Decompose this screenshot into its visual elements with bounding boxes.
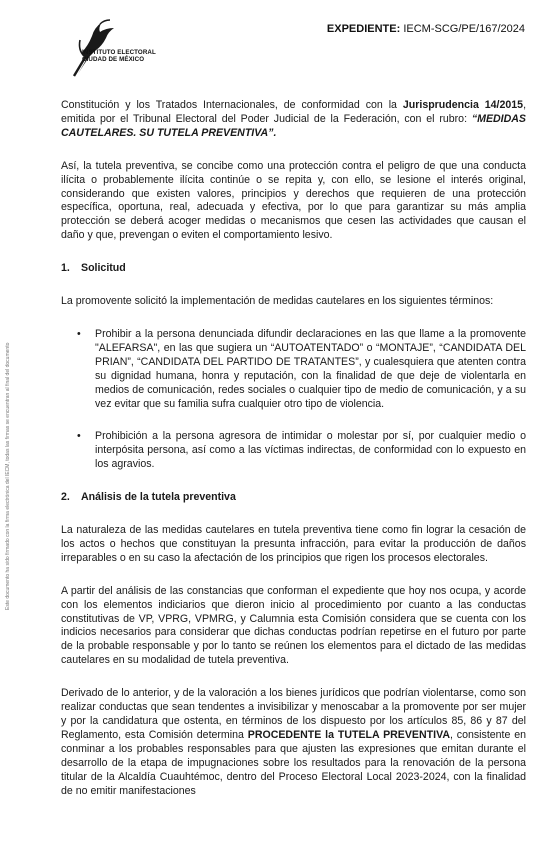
list-item [77, 430, 526, 472]
paragraph-promovente: La promovente solicitó la implementación de medidas cautelares en los siguientes términos: [61, 295, 494, 308]
bullet-glyph: • [77, 327, 81, 340]
jurisprudencia-ref: Jurisprudencia 14/2015 [402, 99, 524, 111]
procedente-tutela: PROCEDENTE la TUTELA PREVENTIVA [247, 728, 450, 741]
logo-line-2: CIUDAD DE MÉXICO [82, 56, 145, 63]
paragraph-jurisprudencia [61, 99, 526, 141]
signature-side-note [0, 280, 10, 610]
bullet-glyph: • [77, 430, 81, 443]
iecm-bird-logo-icon [64, 16, 124, 78]
section-heading-solicitud [61, 262, 526, 276]
document-body [61, 99, 526, 817]
heading-number: 1. [61, 262, 70, 275]
list-item [77, 327, 526, 411]
list-item-text: Prohibición a la persona agresora de intimidar o molestar por sí, por cualquier medio o interpósita persona, así como a las víctimas indirectas, de conformidad con lo expuesto en los agravios. [95, 430, 526, 471]
paragraph-naturaleza: La naturaleza de las medidas cautelares en tutela preventiva tiene como fin lograr la cesación de los actos o hechos que constituyan la presunta infracción, para evitar la producción de daños irreparables o en su caso la afectación de los principios que rigen los procesos electorales. [61, 524, 526, 564]
iecm-logo [56, 16, 160, 80]
rubro-title: “MEDIDAS CAUTELARES. SU TUTELA PREVENTIVA”. [61, 112, 526, 139]
side-note-text: Este documento ha sido firmado con la firma electrónica del IECM, todas las firmas se encuentran al final del documento [5, 342, 11, 610]
section-heading-analisis [61, 491, 526, 505]
text-run: Derivado de lo anterior, y de la valoración a los bienes jurídicos que podrían violentarse, como son realizar conductas que sean tendentes a invisibilizar y menoscabar a la promovente por ser mujer y por la candidatura que ostenta, en términos de los dispuesto por los artículos 85, 86 y 87 del Reglamento, esta Comisión determina [61, 687, 526, 741]
expediente-label: EXPEDIENTE: [326, 23, 401, 35]
text-run: , consistente en conminar a los probables responsables para que ajusten las expresiones que emitan durante el desarrollo de la etapa de impugnaciones sobre los resultados para la renovación de la persona titular de la Alcaldía Cuauhtémoc, dentro del Proceso Electoral Local 2023-2024, con la finalidad de no emitir manifestaciones [61, 728, 527, 797]
expediente-value: IECM-SCG/PE/167/2024 [400, 23, 525, 35]
text-run: Constitución y los Tratados Internacionales, de conformidad con la [61, 99, 403, 111]
paragraph-analisis-constancias: A partir del análisis de las constancias que conforman el expediente que hoy nos ocupa, y acorde con los elementos indiciarios que dieron inicio al procedimiento por cuanto a las conductas constitutivas de VP, VPRG, VPMRG, y Calumnia esta Comisión considera que se cuenta con los indicios necesarios para considerar que dichas conductas podrían repetirse en el futuro por parte de la probable responsable y por lo tanto se reúnen los elementos para el dictado de las medidas cautelares en su modalidad de tutela preventiva. [61, 584, 526, 667]
logo-line-1: INSTITUTO ELECTORAL [82, 49, 156, 56]
text-run: , emitida por el Tribunal Electoral del Poder Judicial de la Federación, con el rubro: [61, 99, 527, 125]
expediente-number [327, 23, 525, 35]
paragraph-tutela-preventiva: Así, la tutela preventiva, se concibe como una protección contra el peligro de que una conducta ilícita o probablemente ilícita continúe o se repita y, con ello, se lesione el interés original, considerando que existen valores, principios y derechos que requieren de una protección específica, oportuna, real, adecuada y efectiva, por lo que para garantizar su más amplia protección se deberá acoger medidas o mecanismos que cesen las actividades que causan el daño y que, prevengan o eviten el comportamiento lesivo. [61, 159, 526, 242]
paragraph-derivado [61, 687, 526, 798]
list-item-text: Prohibir a la persona denunciada difundir declaraciones en las que llame a la promovente "ALEFARSA", en las que sugiera un “AUTOATENTADO” o “MONTAJE”, “CANDIDATA DEL PRIAN”, “CANDIDATA DEL PARTIDO DE TRATANTES”, y cualesquiera que atenten contra su dignidad humana, honra y reputación, con la finalidad de que deje de violentarla en medios de comunicación, redes sociales o cualquier tipo de medio de comunicación, y a su vez evitar que su familia sufra cualquier otro tipo de violencia. [95, 327, 526, 410]
heading-text: Análisis de la tutela preventiva [81, 491, 236, 504]
heading-number: 2. [61, 491, 70, 504]
heading-text: Solicitud [81, 262, 126, 275]
